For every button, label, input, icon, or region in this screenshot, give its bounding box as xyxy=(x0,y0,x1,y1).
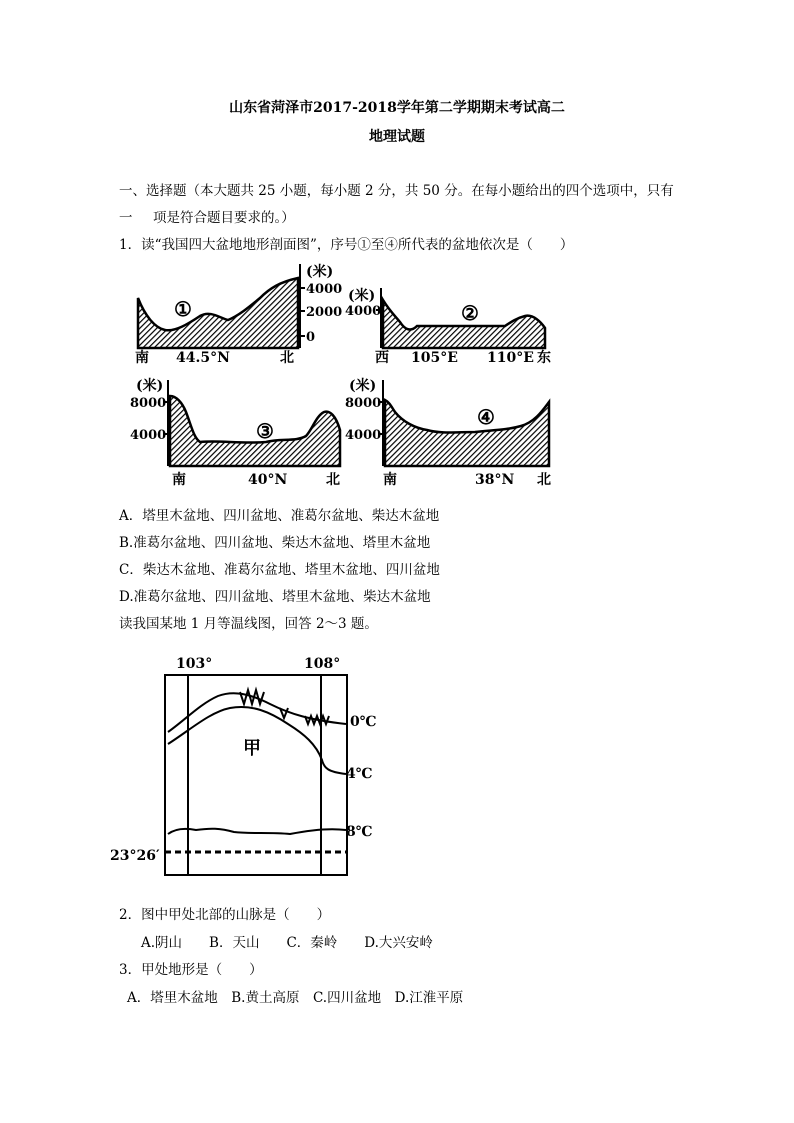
questions-2-3-intro: 读我国某地 1 月等温线图，回答 2～3 题。 xyxy=(119,616,378,632)
section-instructions: 一、选择题（本大题共 25 小题，每小题 2 分，共 50 分。在每小题给出的四个选项中，只有 xyxy=(119,183,674,199)
map-lon-right: 108° xyxy=(304,656,341,672)
profile-2-tick-4000: 4000 xyxy=(345,304,382,319)
profile-3-lat: 40°N xyxy=(248,472,288,488)
question-3-stem: 3．甲处地形是（ ） xyxy=(119,962,263,978)
profile-2-unit: (米) xyxy=(348,288,376,304)
question-1-option-d: D.准葛尔盆地、四川盆地、塔里木盆地、柴达木盆地 xyxy=(119,589,431,605)
profile-1-tick-0: 0 xyxy=(306,330,316,345)
profile-4-left: 南 xyxy=(383,472,397,488)
profile-1 xyxy=(130,258,352,368)
map-tropic-label: 23°26′ xyxy=(110,848,160,864)
profile-1-unit: (米) xyxy=(306,264,334,280)
profile-4-right: 北 xyxy=(537,472,551,488)
profile-2 xyxy=(345,282,560,368)
profile-1-lat: 44.5°N xyxy=(176,350,230,366)
profile-3 xyxy=(130,372,355,490)
profile-2-right: 东 xyxy=(537,350,551,366)
exam-subtitle: 地理试题 xyxy=(369,129,425,145)
profile-3-unit: (米) xyxy=(136,378,164,394)
section-instructions-cont: 项是符合题目要求的。） xyxy=(153,210,295,226)
question-1-option-a: A．塔里木盆地、四川盆地、准葛尔盆地、柴达木盆地 xyxy=(119,508,440,524)
profile-4-tick-4000: 4000 xyxy=(345,428,382,443)
profile-3-tick-8000: 8000 xyxy=(130,396,167,411)
question-1-stem: 1．读“我国四大盆地地形剖面图”，序号①至④所代表的盆地依次是（ ） xyxy=(119,237,574,253)
profile-4-number: ④ xyxy=(477,405,495,429)
profile-1-number: ① xyxy=(174,297,192,321)
profile-1-tick-2000: 2000 xyxy=(306,305,343,320)
profile-3-tick-4000: 4000 xyxy=(130,428,167,443)
section-instructions-dash: 一 xyxy=(119,210,133,226)
profile-4-tick-8000: 8000 xyxy=(345,396,382,411)
map-jia-label: 甲 xyxy=(243,738,261,759)
profile-3-number: ③ xyxy=(256,419,274,443)
question-2-stem: 2．图中甲处北部的山脉是（ ） xyxy=(119,907,331,923)
exam-title: 山东省菏泽市2017-2018学年第二学期期末考试高二 xyxy=(229,100,565,116)
profile-4 xyxy=(345,372,560,490)
isotherm-0-label: 0℃ xyxy=(350,714,377,730)
profile-3-right: 北 xyxy=(326,472,340,488)
profile-4-unit: (米) xyxy=(349,378,377,394)
isotherm-map xyxy=(110,650,390,880)
profile-3-left: 南 xyxy=(172,472,186,488)
profile-4-lat: 38°N xyxy=(475,472,515,488)
question-1-option-c: C．柴达木盆地、准葛尔盆地、塔里木盆地、四川盆地 xyxy=(119,562,440,578)
profile-2-number: ② xyxy=(461,301,479,325)
profile-2-lon2: 110°E xyxy=(487,350,534,366)
profile-2-lon1: 105°E xyxy=(411,350,458,366)
profile-1-left: 南 xyxy=(135,350,149,366)
map-lon-left: 103° xyxy=(176,656,213,672)
profile-1-right: 北 xyxy=(280,350,294,366)
profile-2-left: 西 xyxy=(375,350,389,366)
question-2-options: A.阴山 B．天山 C．秦岭 D.大兴安岭 xyxy=(141,935,433,951)
profile-1-tick-4000: 4000 xyxy=(306,282,343,297)
question-1-option-b: B.准葛尔盆地、四川盆地、柴达木盆地、塔里木盆地 xyxy=(119,535,431,551)
isotherm-4-label: 4℃ xyxy=(346,766,373,782)
question-3-options: A．塔里木盆地 B.黄土高原 C.四川盆地 D.江淮平原 xyxy=(127,990,464,1006)
isotherm-8-label: 8℃ xyxy=(346,824,373,840)
